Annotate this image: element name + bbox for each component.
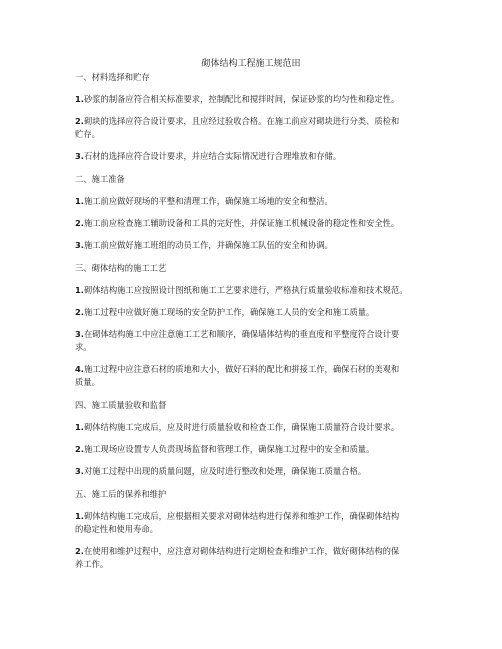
list-item — [75, 510, 435, 536]
list-item — [75, 545, 435, 571]
section-heading: 五、施工后的保养和维护 — [75, 489, 167, 499]
item-number: 2. — [75, 546, 84, 556]
section-heading: 四、施工质量验收和监督 — [75, 400, 167, 410]
item-text-cont: 质量。 — [75, 377, 100, 387]
item-number: 1. — [75, 94, 84, 104]
item-text: 砌块的选择应符合设计要求，且应经过验收合格。在施工前应对砌块进行分类、质检和 — [83, 116, 400, 126]
list-item — [75, 195, 435, 208]
item-number: 4. — [75, 364, 84, 374]
item-text: 在砌体结构施工中应注意施工工艺和顺序，确保墙体结构的垂直度和平整度符合设计要 — [83, 329, 400, 339]
list-item — [75, 217, 435, 230]
item-number: 2. — [75, 116, 84, 126]
item-text: 施工前应做好现场的平整和清理工作，确保施工场地的安全和整洁。 — [83, 196, 333, 206]
item-number: 3. — [75, 329, 84, 339]
list-item — [75, 93, 435, 106]
item-number: 2. — [75, 218, 84, 228]
item-text: 在使用和维护过程中，应注意对砌体结构进行定期检查和维护工作，做好砌体结构的保 — [83, 546, 400, 556]
list-item — [75, 465, 435, 478]
list-item — [75, 284, 435, 297]
document-title: 砌体结构工程施工规范田 — [201, 59, 301, 69]
list-item — [75, 239, 435, 252]
list-item — [75, 115, 435, 141]
section-heading: 三、砌体结构的施工工艺 — [75, 263, 167, 273]
item-number: 3. — [75, 151, 84, 161]
item-text: 施工过程中应做好施工现场的安全防护工作，确保施工人员的安全和施工质量。 — [83, 307, 375, 317]
item-text: 砌体结构施工完成后，应根据相关要求对砌体结构进行保养和维护工作，确保砌体结构 — [83, 511, 400, 521]
item-text-cont: 的稳定性和使用寿命。 — [75, 524, 158, 534]
list-item — [75, 150, 435, 163]
item-text: 施工现场应设置专人负责现场监督和管理工作，确保施工过程中的安全和质量。 — [83, 444, 375, 454]
item-text-cont: 养工作。 — [75, 559, 109, 569]
item-number: 2. — [75, 307, 84, 317]
item-number: 1. — [75, 511, 84, 521]
item-text: 施工前应检查施工辅助设备和工具的完好性，并保证施工机械设备的稳定性和安全性。 — [83, 218, 400, 228]
item-text: 对施工过程中出现的质量问题，应及时进行整改和处理，确保施工质量合格。 — [83, 466, 367, 476]
list-item — [75, 443, 435, 456]
section-heading: 二、施工准备 — [75, 174, 125, 184]
item-text-cont: 求。 — [75, 342, 92, 352]
item-number: 2. — [75, 444, 84, 454]
item-number: 3. — [75, 240, 84, 250]
item-text: 砌体结构施工完成后，应及时进行质量验收和检查工作，确保施工质量符合设计要求。 — [83, 422, 400, 432]
item-text: 砌体结构施工应按照设计图纸和施工工艺要求进行，严格执行质量验收标准和技术规范。 — [83, 285, 408, 295]
item-text: 砂浆的制备应符合相关标准要求，控制配比和搅拌时间，保证砂浆的均匀性和稳定性。 — [83, 94, 400, 104]
item-number: 1. — [75, 285, 84, 295]
item-number: 3. — [75, 466, 84, 476]
item-text-cont: 贮存。 — [75, 129, 100, 139]
list-item — [75, 328, 435, 354]
section-heading: 一、材料选择和贮存 — [75, 72, 150, 82]
list-item — [75, 363, 435, 389]
list-item — [75, 306, 435, 319]
item-text: 施工前应做好施工班组的动员工作，并确保施工队伍的安全和协调。 — [83, 240, 333, 250]
document-body — [75, 71, 435, 571]
item-text: 施工过程中应注意石材的质地和大小，做好石料的配比和拼接工作，确保石材的美观和 — [83, 364, 400, 374]
list-item — [75, 421, 435, 434]
item-text: 石材的选择应符合设计要求，并应结合实际情况进行合理堆放和存储。 — [83, 151, 342, 161]
item-number: 1. — [75, 422, 84, 432]
item-number: 1. — [75, 196, 84, 206]
